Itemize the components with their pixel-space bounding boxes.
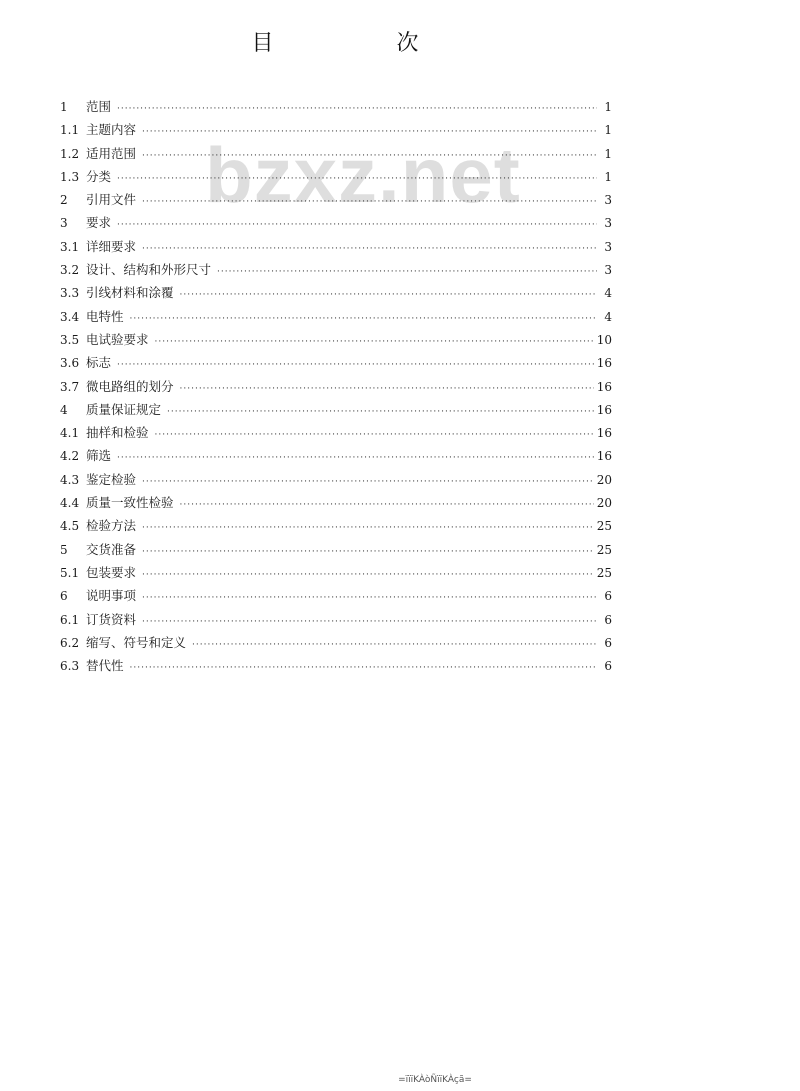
toc-entry[interactable] — [60, 305, 612, 328]
toc-entry-page: 16 — [596, 356, 612, 371]
toc-entry-page: 6 — [604, 635, 612, 650]
toc-leader-dots — [180, 378, 594, 401]
toc-entry-number: 3.3 — [60, 286, 80, 301]
toc-leader-dots — [217, 261, 597, 284]
toc-leader-dots — [180, 494, 594, 517]
toc-leader-dots — [142, 541, 594, 564]
toc-leader-dots — [142, 145, 597, 168]
toc-entry-page: 6 — [604, 589, 612, 604]
toc-entry-title: 说明事项 — [86, 588, 137, 604]
toc-entry-page: 1 — [604, 100, 612, 114]
toc-entry-page: 25 — [596, 565, 612, 580]
toc-entry-title: 电试验要求 — [86, 331, 149, 347]
toc-entry-number: 4.5 — [60, 519, 80, 534]
toc-entry[interactable] — [60, 281, 612, 304]
toc-entry-number: 1.3 — [60, 169, 80, 184]
toc-leader-dots — [117, 354, 594, 377]
toc-entry-page: 6 — [604, 659, 612, 674]
toc-entry-page: 3 — [604, 216, 612, 231]
toc-entry-title: 适用范围 — [86, 145, 137, 161]
toc-entry-page: 25 — [596, 519, 612, 534]
toc-entry-title: 设计、结构和外形尺寸 — [86, 262, 212, 278]
toc-entry-page: 3 — [604, 263, 612, 278]
toc-entry[interactable] — [60, 654, 612, 677]
toc-entry-title: 范围 — [86, 99, 112, 114]
toc-leader-dots — [142, 517, 594, 540]
toc-entry-number: 3 — [60, 216, 68, 231]
toc-entry[interactable] — [60, 165, 612, 188]
toc-leader-dots — [167, 401, 594, 424]
toc-entry[interactable] — [60, 258, 612, 281]
toc-entry[interactable] — [60, 398, 612, 421]
toc-entry-title: 分类 — [86, 168, 112, 184]
toc-entry-number: 4.2 — [60, 449, 80, 464]
toc-leader-dots — [142, 587, 597, 610]
toc-entry-title: 鉴定检验 — [86, 471, 137, 487]
page-title: 目 次 — [251, 31, 477, 56]
toc-entry-title: 替代性 — [86, 658, 124, 674]
toc-entry-number: 4.4 — [60, 496, 80, 511]
toc-entry-title: 引线材料和涂覆 — [86, 285, 174, 301]
toc-leader-dots — [142, 564, 594, 587]
toc-entry[interactable] — [60, 142, 612, 165]
toc-entry-title: 主题内容 — [86, 122, 137, 138]
toc-entry[interactable] — [60, 491, 612, 514]
toc-entry-title: 标志 — [86, 355, 112, 371]
toc-entry[interactable] — [60, 375, 612, 398]
toc-entry-number: 4.3 — [60, 472, 80, 487]
toc-leader-dots — [180, 284, 597, 307]
toc-entry-title: 微电路组的划分 — [86, 378, 174, 394]
toc-entry-page: 6 — [604, 612, 612, 627]
watermark: bzxz.net — [205, 131, 521, 219]
toc-entry-page: 4 — [604, 309, 612, 324]
toc-entry-page: 16 — [596, 402, 612, 417]
toc-entry[interactable] — [60, 235, 612, 258]
toc-entry[interactable] — [60, 328, 612, 351]
toc-entry-title: 检验方法 — [86, 518, 137, 534]
toc-entry-title: 质量保证规定 — [86, 401, 162, 417]
toc-entry-number: 6 — [60, 589, 68, 604]
toc-leader-dots — [142, 191, 597, 214]
toc-entry-title: 抽样和检验 — [86, 425, 149, 441]
toc-entry-page: 1 — [604, 146, 612, 161]
toc-entry-page: 10 — [596, 332, 612, 347]
toc-entry[interactable] — [60, 584, 612, 607]
toc-entry-number: 6.1 — [60, 612, 80, 627]
toc-entry[interactable] — [60, 351, 612, 374]
toc-entry-title: 电特性 — [86, 308, 124, 324]
toc-entry[interactable] — [60, 444, 612, 467]
toc-leader-dots — [142, 611, 597, 634]
toc-entry-page: 20 — [596, 496, 612, 511]
toc-entry-page: 1 — [604, 169, 612, 184]
toc-entry[interactable] — [60, 118, 612, 141]
toc-entry-number: 5.1 — [60, 565, 80, 580]
toc-leader-dots — [117, 98, 597, 121]
toc-entry-number: 3.2 — [60, 263, 80, 278]
toc-leader-dots — [117, 168, 597, 191]
toc-entry[interactable] — [60, 468, 612, 491]
toc-leader-dots — [142, 471, 594, 494]
toc-leader-dots — [155, 331, 594, 354]
toc-leader-dots — [192, 634, 597, 657]
toc-entry-number: 3.4 — [60, 309, 80, 324]
toc-entry[interactable] — [60, 608, 612, 631]
toc-entry-page: 4 — [604, 286, 612, 301]
toc-entry-title: 要求 — [86, 215, 112, 231]
toc-entry[interactable] — [60, 421, 612, 444]
toc-entry-title: 包装要求 — [86, 564, 137, 580]
toc-entry[interactable] — [60, 514, 612, 537]
toc-entry-number: 1.1 — [60, 123, 80, 138]
toc-entry-number: 4 — [60, 402, 68, 417]
toc-entry-number: 3.5 — [60, 332, 80, 347]
toc-entry[interactable] — [60, 538, 612, 561]
toc-leader-dots — [155, 424, 594, 447]
toc-entry-page: 16 — [596, 426, 612, 441]
toc-entry-number: 6.2 — [60, 635, 80, 650]
toc-leader-dots — [130, 308, 597, 331]
toc-entry-page: 3 — [604, 193, 612, 208]
toc-entry-number: 2 — [60, 193, 68, 208]
toc-entry-title: 详细要求 — [86, 238, 137, 254]
page-footer: =ïïïKÀòÑïïKÀçã= — [398, 1075, 472, 1085]
toc-entry[interactable] — [60, 631, 612, 654]
toc-entry-page: 16 — [596, 449, 612, 464]
toc-entry[interactable] — [60, 561, 612, 584]
toc-entry-page: 1 — [604, 123, 612, 138]
toc-entry-page: 3 — [604, 239, 612, 254]
toc-entry[interactable] — [60, 211, 612, 234]
toc-entry-number: 5 — [60, 542, 68, 557]
toc-entry-number: 6.3 — [60, 659, 80, 674]
toc-entry-page: 16 — [596, 379, 612, 394]
toc-leader-dots — [130, 657, 597, 680]
toc-entry-title: 质量一致性检验 — [86, 495, 174, 511]
toc-entry-number: 3.7 — [60, 379, 80, 394]
toc-entry[interactable] — [60, 95, 612, 118]
toc-leader-dots — [117, 447, 594, 470]
toc-entry-page: 20 — [596, 472, 612, 487]
toc-leader-dots — [142, 121, 597, 144]
toc-entry-title: 缩写、符号和定义 — [86, 634, 187, 650]
table-of-contents — [60, 95, 612, 677]
toc-entry-title: 订货资料 — [86, 611, 137, 627]
toc-leader-dots — [117, 214, 597, 237]
toc-entry-number: 1 — [60, 100, 68, 114]
toc-entry[interactable] — [60, 188, 612, 211]
toc-entry-number: 4.1 — [60, 426, 80, 441]
toc-entry-number: 3.6 — [60, 356, 80, 371]
toc-entry-number: 1.2 — [60, 146, 80, 161]
toc-entry-title: 筛选 — [86, 448, 112, 464]
toc-entry-title: 引用文件 — [86, 192, 137, 208]
toc-entry-page: 25 — [596, 542, 612, 557]
toc-entry-title: 交货准备 — [86, 541, 137, 557]
toc-entry-number: 3.1 — [60, 239, 80, 254]
